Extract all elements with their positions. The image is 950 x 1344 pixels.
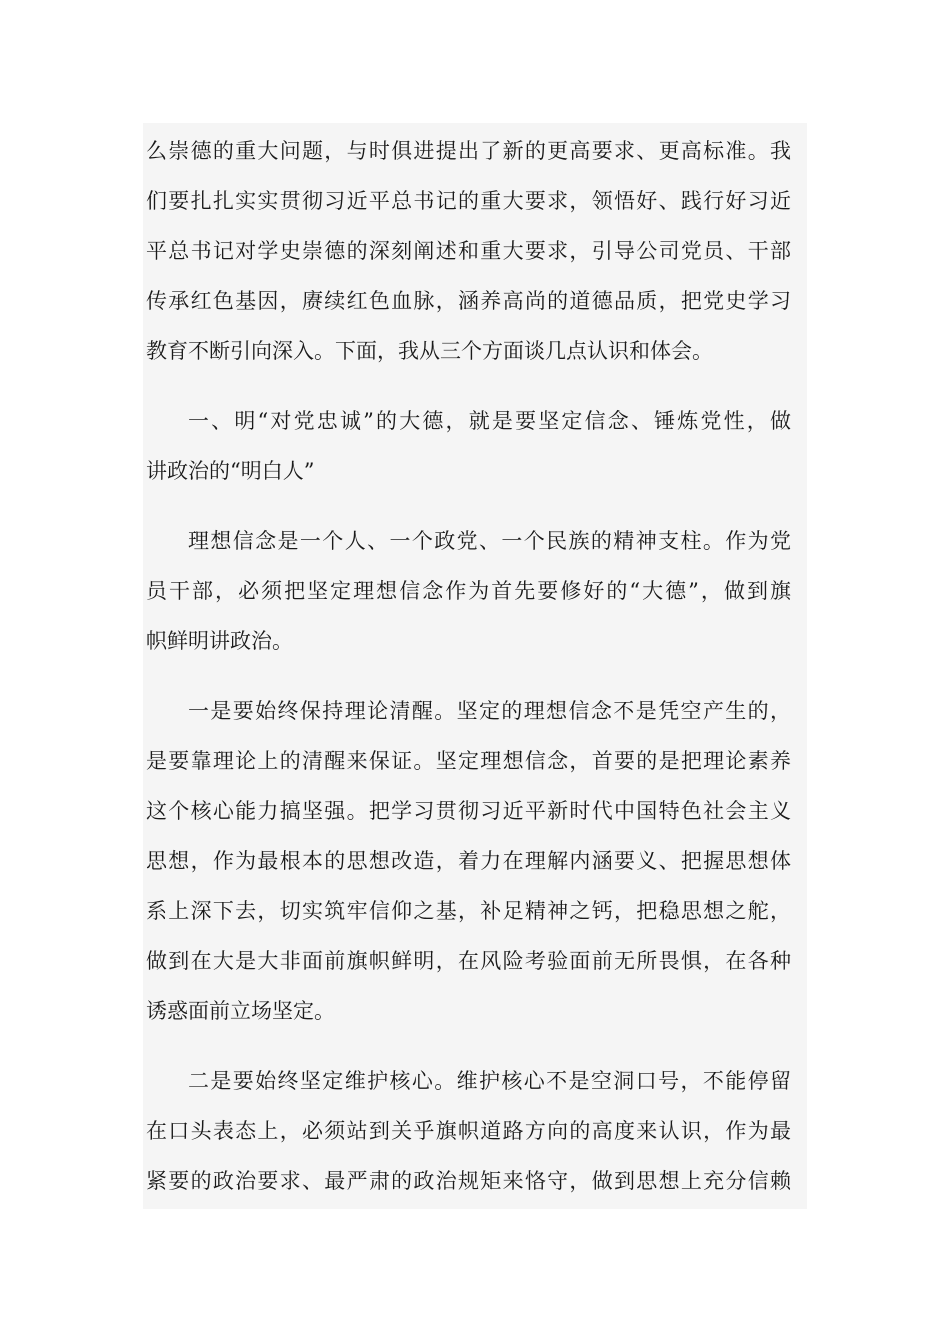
text-line: 思想，作为最根本的思想改造，着力在理解内涵要义、把握思想体 bbox=[146, 849, 791, 873]
text-line: 做到在大是大非面前旗帜鲜明，在风险考验面前无所畏惧，在各种 bbox=[146, 949, 791, 973]
text-line: 系上深下去，切实筑牢信仰之基，补足精神之钙，把稳思想之舵， bbox=[146, 899, 791, 923]
text-line: 在口头表态上，必须站到关乎旗帜道路方向的高度来认识，作为最 bbox=[146, 1119, 791, 1143]
text-line: 教育不断引向深入。下面，我从三个方面谈几点认识和体会。 bbox=[146, 339, 713, 363]
text-line: 诱惑面前立场坚定。 bbox=[146, 999, 335, 1023]
section-heading-line: 一、明“对党忠诚”的大德，就是要坚定信念、锤炼党性，做 bbox=[188, 409, 791, 433]
text-line: 这个核心能力搞坚强。把学习贯彻习近平新时代中国特色社会主义 bbox=[146, 799, 791, 823]
text-line: 传承红色基因，赓续红色血脉，涵养高尚的道德品质，把党史学习 bbox=[146, 289, 791, 313]
text-line: 平总书记对学史崇德的深刻阐述和重大要求，引导公司党员、干部 bbox=[146, 239, 791, 263]
text-line: 理想信念是一个人、一个政党、一个民族的精神支柱。作为党 bbox=[188, 529, 791, 553]
section-heading-line: 讲政治的“明白人” bbox=[146, 459, 315, 483]
text-line: 们要扎扎实实贯彻习近平总书记的重大要求，领悟好、践行好习近 bbox=[146, 189, 791, 213]
text-line: 么崇德的重大问题，与时俱进提出了新的更高要求、更高标准。我 bbox=[146, 139, 791, 163]
document-body bbox=[143, 123, 807, 1209]
text-line: 员干部，必须把坚定理想信念作为首先要修好的“大德”，做到旗 bbox=[146, 579, 791, 603]
text-line: 二是要始终坚定维护核心。维护核心不是空洞口号，不能停留 bbox=[188, 1069, 791, 1093]
text-line: 帜鲜明讲政治。 bbox=[146, 629, 293, 653]
text-line: 一是要始终保持理论清醒。坚定的理想信念不是凭空产生的， bbox=[188, 699, 791, 723]
text-line: 紧要的政治要求、最严肃的政治规矩来恪守，做到思想上充分信赖 bbox=[146, 1169, 791, 1193]
text-line: 是要靠理论上的清醒来保证。坚定理想信念，首要的是把理论素养 bbox=[146, 749, 791, 773]
